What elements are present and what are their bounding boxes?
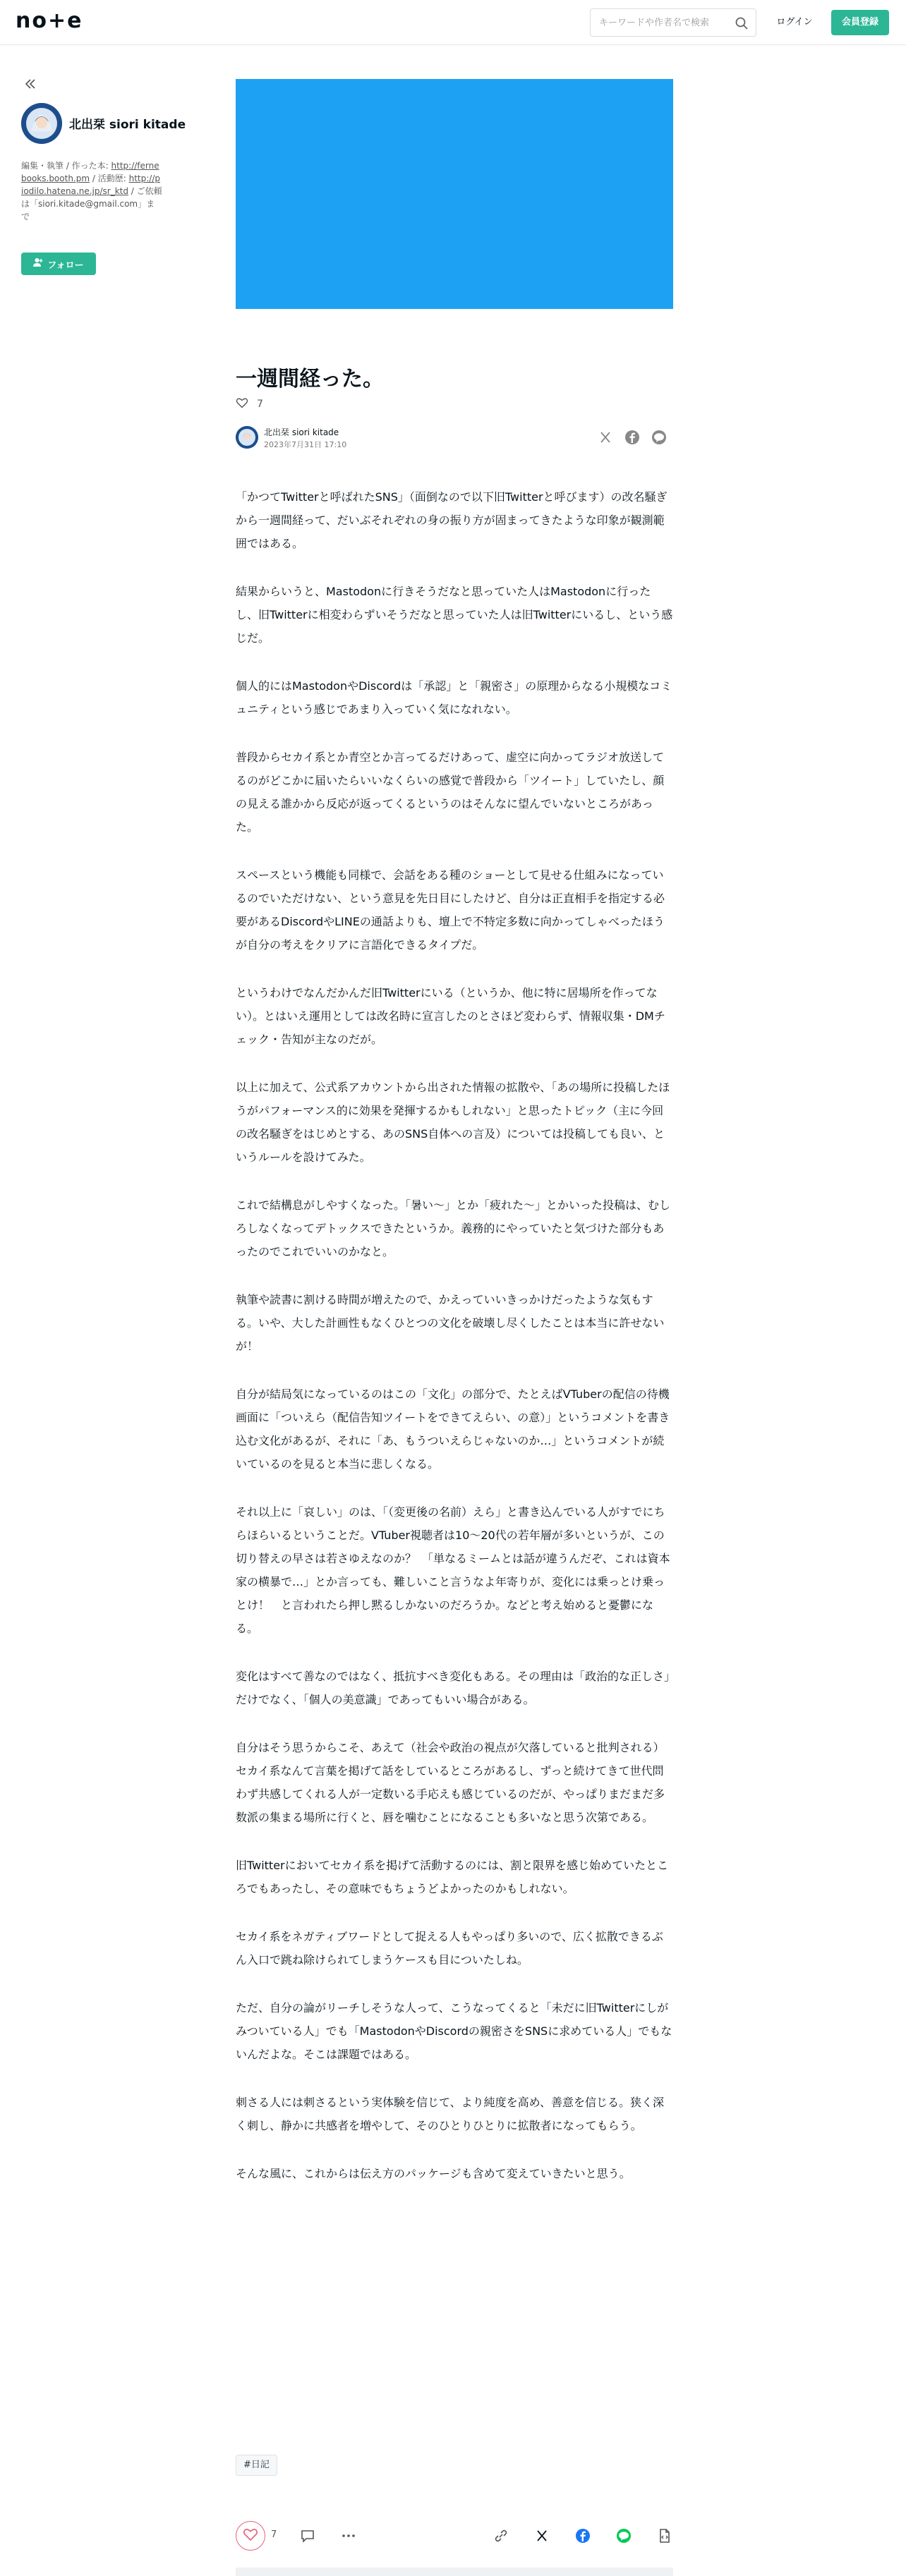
paragraph: 以上に加えて、公式系アカウントから出された情報の拡散や、「あの場所に投稿したほうがパフォーマンス的に効果を発揮するかもしれない」と思ったトピック（主に今回の改名騒ぎをはじめとする、あのSNS自体への言及）については投稿しても良い、というルールを設けてみた。	[236, 1081, 670, 1164]
creator-card-strip	[236, 2568, 673, 2576]
like-button[interactable]	[236, 2521, 265, 2551]
creator-name[interactable]: 北出栞 siori kitade	[69, 118, 186, 132]
creator-avatar[interactable]	[21, 103, 62, 144]
paragraph: 「かつてTwitterと呼ばれたSNS」（面倒なので以下旧Twitterと呼びます）の改名騒ぎから一週間経って、だいぶそれぞれの身の振り方が固まってきたような印象が観測範囲ではある。	[236, 490, 668, 550]
bottom-like-count[interactable]: 7	[271, 2529, 277, 2540]
collapse-sidebar-icon[interactable]	[23, 76, 38, 92]
facebook-share-icon[interactable]	[574, 2527, 591, 2544]
more-options-icon[interactable]	[340, 2527, 357, 2544]
like-count[interactable]: 7	[257, 399, 263, 410]
paragraph: 自分はそう思うからこそ、あえて（社会や政治の視点が欠落していると批判される）セカイ系なんて言葉を掲げて話をしているところがあるし、ずっと続けてきて世代問わず共感してくれる人が一定数いる手応えも感じているのだが、やっぱりまだまだ多数派の集まる場所に行くと、唇を噛むことになることも多いなと思う次第である。	[236, 1741, 665, 1824]
paragraph: そんな風に、これからは伝え方のパッケージも含めて変えていきたいと思う。	[236, 2167, 631, 2180]
paragraph: それ以上に「哀しい」のは、「（変更後の名前）えら」と書き込んでいる人がすでにちらほらいるということだ。VTuber視聴者は10〜20代の若年層が多いというが、この切り替えの早さは若さゆえなのか？ 「単なるミームとは話が違うんだぞ、これは資本家の横暴で…」とか言っても、難しいこと言うなよ年寄りが、変化には乗っとけ乗っとけ！ と言われたら押し黙るしかないのだろうか。などと考え始めると憂鬱になる。	[236, 1505, 670, 1635]
paragraph: 個人的にはMastodonやDiscordは「承認」と「親密さ」の原理からなる小規模なコミュニティという感じであまり入っていく気になれない。	[236, 679, 672, 716]
article-body	[236, 485, 673, 2210]
follow-label: フォロー	[47, 260, 84, 271]
paragraph: というわけでなんだかんだ旧Twitterにいる（というか、他に特に居場所を作ってない）。とはいえ運用としては改名時に宣言したのとさほど変わらず、情報収集・DMチェック・告知が主なのだが。	[236, 986, 665, 1046]
paragraph: ただ、自分の論がリーチしそうな人って、こうなってくると「未だに旧Twitterにしがみついている人」でも「MastodonやDiscordの親密さをSNSに求めている人」でもないんだよな。そこは課題ではある。	[236, 2001, 672, 2061]
x-share-icon[interactable]	[533, 2527, 550, 2544]
login-button[interactable]: ログイン	[776, 17, 813, 28]
search-box[interactable]	[590, 8, 756, 37]
bio-text-2: / 活動歴:	[90, 174, 129, 183]
paragraph: 変化はすべて善なのではなく、抵抗すべき変化もある。その理由は「政治的な正しさ」だけでなく、「個人の美意識」であってもいい場合がある。	[236, 1670, 670, 1706]
article-action-bar	[236, 2520, 673, 2552]
paragraph: これで結構息がしやすくなった。「暑い〜」とか「疲れた〜」とかいった投稿は、むしろしなくなってデトックスできたというか。義務的にやっていたと気づけた部分もあったのでこれでいいのかなと。	[236, 1198, 671, 1258]
note-logo[interactable]: no+e	[16, 8, 83, 33]
like-row	[236, 396, 263, 412]
facebook-share-icon[interactable]	[624, 429, 641, 446]
paragraph: セカイ系をネガティブワードとして捉える人もやっぱり多いので、広く拡散できるぶん入口で跳ね除けられてしまうケースも目についたしね。	[236, 1930, 663, 1967]
copy-link-icon[interactable]	[493, 2527, 509, 2544]
paragraph: スペースという機能も同様で、会話をある種のショーとして見せる仕組みになっているのでいただけない、という意見を先日目にしたけど、自分は正直相手を指定する必要があるDiscordやLINEの通話よりも、壇上で不特定多数に向かってしゃべったほうが自分の考えをクリアに言語化できるタイプだ。	[236, 868, 665, 952]
paragraph: 普段からセカイ系とか青空とか言ってるだけあって、虚空に向かってラジオ放送してるのがどこかに届いたらいいなくらいの感覚で普段から「ツイート」していたし、顔の見える誰かから反応が返ってくるというのはそんなに望んでいないところがあった。	[236, 751, 665, 834]
bio-text-1: 編集・執筆 / 作った本:	[21, 161, 111, 171]
x-share-icon[interactable]	[597, 429, 614, 446]
bio-text-3: / ご依頼は「siori.kitade@gmail.com」まで	[21, 186, 162, 221]
search-icon[interactable]	[735, 16, 749, 30]
embed-icon[interactable]	[656, 2527, 673, 2544]
line-share-icon[interactable]	[651, 429, 668, 446]
paragraph: 執筆や読書に割ける時間が増えたので、かえっていいきっかけだったような気もする。いや、大した計画性もなくひとつの文化を破壊し尽くしたことは本当に許せないが！	[236, 1293, 665, 1353]
bio-link-hatena[interactable]: http://piodilo.hatena.ne.jp/sr_ktd	[21, 174, 160, 196]
paragraph: 結果からいうと、Mastodonに行きそうだなと思っていた人はMastodonに行ったし、旧Twitterに相変わらずいそうだなと思っていた人は旧Twitterにいるし、という感じだ。	[236, 585, 673, 645]
publish-date: 2023年7月31日 17:10	[264, 440, 347, 449]
hashtag-diary[interactable]: #日記	[236, 2455, 277, 2476]
article-hero-image	[236, 79, 673, 309]
share-icons-top	[597, 429, 668, 446]
follow-user-icon	[33, 257, 43, 270]
author-row	[236, 425, 673, 456]
creator-bio	[21, 159, 162, 223]
heart-icon[interactable]	[236, 396, 248, 412]
article-title: 一週間経った。	[236, 367, 384, 391]
site-header	[0, 0, 906, 45]
paragraph: 旧Twitterにおいてセカイ系を掲げて活動するのには、割と限界を感じ始めていたところでもあったし、その意味でもちょうどよかったのかもしれない。	[236, 1859, 669, 1895]
author-avatar[interactable]	[236, 426, 258, 449]
bio-link-booth[interactable]: http://fernebooks.booth.pm	[21, 161, 159, 183]
comment-icon[interactable]	[299, 2527, 316, 2544]
author-name[interactable]: 北出栞 siori kitade	[264, 427, 339, 437]
follow-button[interactable]	[21, 253, 96, 275]
paragraph: 自分が結局気になっているのはこの「文化」の部分で、たとえばVTuberの配信の待機画面に「ついえら（配信告知ツイートをできてえらい、の意）」というコメントを書き込む文化があるが、それに「あ、もうついえらじゃないのか…」というコメントが続いているのを見ると本当に悲しくなる。	[236, 1387, 670, 1471]
paragraph: 刺さる人には刺さるという実体験を信じて、より純度を高め、善意を信じる。狭く深く刺し、静かに共感者を増やして、そのひとりひとりに拡散者になってもらう。	[236, 2096, 665, 2132]
search-input[interactable]	[591, 9, 725, 36]
heart-icon	[243, 2527, 258, 2545]
line-share-icon[interactable]	[615, 2527, 632, 2544]
signup-button[interactable]: 会員登録	[831, 10, 889, 35]
share-icons-bottom	[493, 2527, 673, 2544]
